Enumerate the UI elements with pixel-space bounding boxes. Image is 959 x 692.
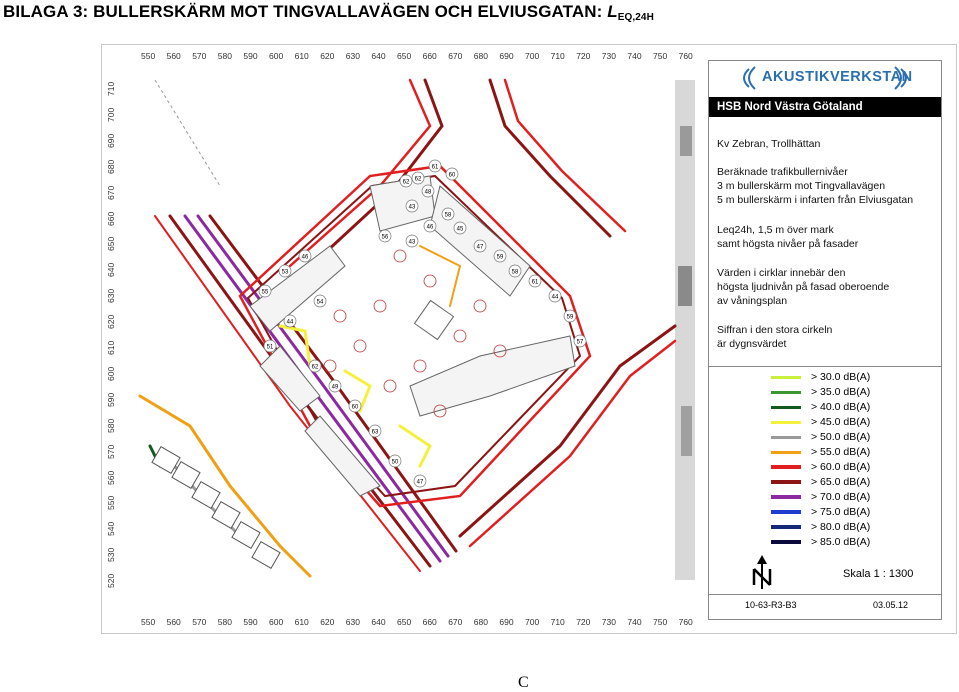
y-tick-label: 600 bbox=[106, 366, 116, 381]
legend-panel bbox=[708, 60, 942, 620]
x-tick-label: 560 bbox=[166, 51, 181, 61]
legend-label: > 45.0 dB(A) bbox=[811, 416, 871, 428]
x-tick-label: 660 bbox=[422, 617, 437, 627]
y-tick-label: 580 bbox=[106, 418, 116, 433]
x-tick-label: 710 bbox=[550, 51, 565, 61]
facade-value-label: 45 bbox=[456, 226, 464, 233]
y-tick-label: 550 bbox=[106, 496, 116, 511]
legend-swatch bbox=[771, 525, 801, 529]
facade-value-label: 48 bbox=[424, 189, 432, 196]
x-tick-label: 720 bbox=[576, 617, 591, 627]
legend-label: > 75.0 dB(A) bbox=[811, 506, 871, 518]
legend-label: > 50.0 dB(A) bbox=[811, 431, 871, 443]
y-tick-label: 660 bbox=[106, 211, 116, 226]
footer-divider bbox=[709, 594, 941, 595]
x-tick-label: 730 bbox=[601, 617, 616, 627]
legend-row bbox=[771, 385, 941, 400]
facade-value-label: 59 bbox=[496, 254, 504, 261]
x-tick-label: 630 bbox=[345, 51, 360, 61]
legend-row bbox=[771, 400, 941, 415]
client-name: HSB Nord Västra Götaland bbox=[709, 97, 941, 117]
x-tick-label: 640 bbox=[371, 51, 386, 61]
description-line-2: 3 m bullerskärm mot Tingvallavägen bbox=[717, 180, 886, 192]
facade-value-label: 56 bbox=[381, 234, 389, 241]
noise-map bbox=[130, 66, 695, 596]
y-tick-label: 520 bbox=[106, 573, 116, 589]
legend-swatch bbox=[771, 391, 801, 394]
facade-value-label: 46 bbox=[426, 224, 434, 231]
x-tick-label: 550 bbox=[141, 617, 156, 627]
legend-label: > 80.0 dB(A) bbox=[811, 521, 871, 533]
legend-row bbox=[771, 475, 941, 490]
legend-row bbox=[771, 445, 941, 460]
facade-value-label: 51 bbox=[266, 344, 274, 351]
x-tick-label: 740 bbox=[627, 617, 642, 627]
y-tick-label: 620 bbox=[106, 314, 116, 330]
facade-value-label: 61 bbox=[531, 279, 539, 286]
facade-value-label: 62 bbox=[402, 179, 410, 186]
legend-swatch bbox=[771, 451, 801, 454]
x-tick-label: 570 bbox=[192, 51, 207, 61]
x-tick-label: 690 bbox=[499, 617, 514, 627]
x-tick-label: 590 bbox=[243, 617, 258, 627]
x-tick-label: 760 bbox=[678, 51, 693, 61]
y-tick-label: 530 bbox=[106, 548, 116, 563]
legend-swatch bbox=[771, 406, 801, 409]
description-line-3: 5 m bullerskärm i infarten från Elviusgatan bbox=[717, 194, 914, 206]
facade-value-label: 54 bbox=[316, 299, 324, 306]
facade-value-label: 44 bbox=[551, 294, 559, 301]
legend-swatch bbox=[771, 510, 801, 514]
x-tick-label: 630 bbox=[345, 617, 360, 627]
facade-value-label: 47 bbox=[416, 479, 424, 486]
x-tick-label: 720 bbox=[576, 51, 591, 61]
facade-value-label: 46 bbox=[301, 254, 309, 261]
page-title: BILAGA 3: BULLERSKÄRM MOT TINGVALLAVÄGEN OCH ELVIUSGATAN: $L_{EQ,24H}$ bbox=[3, 2, 654, 23]
x-tick-label: 580 bbox=[217, 51, 232, 61]
x-tick-label: 710 bbox=[550, 617, 565, 627]
facade-value-label: 43 bbox=[408, 239, 416, 246]
y-tick-label: 560 bbox=[106, 470, 116, 485]
facade-value-label: 57 bbox=[576, 339, 584, 346]
legend-swatch bbox=[771, 465, 801, 469]
y-tick-label: 670 bbox=[106, 185, 116, 200]
y-tick-label: 590 bbox=[106, 392, 116, 407]
legend-label: > 40.0 dB(A) bbox=[811, 401, 871, 413]
project-name: Kv Zebran, Trollhättan bbox=[717, 138, 821, 150]
legend-label: > 35.0 dB(A) bbox=[811, 386, 871, 398]
legend-row bbox=[771, 460, 941, 475]
facade-value-label: 59 bbox=[566, 314, 574, 321]
circle-note-1: Värden i cirklar innebär den bbox=[717, 267, 846, 279]
x-tick-label: 750 bbox=[653, 617, 668, 627]
legend-row bbox=[771, 520, 941, 535]
legend-row bbox=[771, 490, 941, 505]
legend-row bbox=[771, 505, 941, 520]
x-tick-label: 610 bbox=[294, 617, 309, 627]
measure-line-1: Leq24h, 1,5 m över mark bbox=[717, 224, 834, 236]
y-tick-label: 710 bbox=[106, 81, 116, 96]
legend-label: > 60.0 dB(A) bbox=[811, 461, 871, 473]
big-circle-note-2: är dygnsvärdet bbox=[717, 338, 787, 350]
x-tick-label: 670 bbox=[448, 617, 463, 627]
facade-value-label: 63 bbox=[371, 429, 379, 436]
y-tick-label: 640 bbox=[106, 263, 116, 278]
x-tick-label: 660 bbox=[422, 51, 437, 61]
x-tick-label: 740 bbox=[627, 51, 642, 61]
x-tick-label: 640 bbox=[371, 617, 386, 627]
legend-swatch bbox=[771, 480, 801, 484]
x-tick-label: 700 bbox=[525, 617, 540, 627]
legend-swatch bbox=[771, 540, 801, 544]
facade-value-label: 58 bbox=[511, 269, 519, 276]
scale-label: Skala 1 : 1300 bbox=[843, 568, 914, 580]
x-tick-label: 620 bbox=[320, 617, 335, 627]
x-tick-label: 560 bbox=[166, 617, 181, 627]
logo-text: AKUSTIKVERKSTAN bbox=[762, 69, 913, 85]
y-tick-label: 570 bbox=[106, 444, 116, 459]
facade-value-label: 58 bbox=[444, 212, 452, 219]
big-circle-note-1: Siffran i den stora cirkeln bbox=[717, 324, 833, 336]
x-tick-label: 700 bbox=[525, 51, 540, 61]
facade-value-label: 44 bbox=[286, 319, 294, 326]
circle-note-3: av våningsplan bbox=[717, 295, 788, 307]
x-tick-label: 730 bbox=[601, 51, 616, 61]
legend-label: > 30.0 dB(A) bbox=[811, 371, 871, 383]
facade-value-label: 43 bbox=[408, 204, 416, 211]
legend-swatch bbox=[771, 436, 801, 439]
facade-value-label: 60 bbox=[351, 404, 359, 411]
y-tick-label: 690 bbox=[106, 133, 116, 148]
facade-value-label: 60 bbox=[448, 172, 456, 179]
legend-row bbox=[771, 535, 941, 550]
legend-swatch bbox=[771, 376, 801, 379]
x-tick-label: 670 bbox=[448, 51, 463, 61]
facade-value-label: 49 bbox=[331, 384, 339, 391]
facade-value-label: 47 bbox=[476, 244, 484, 251]
x-tick-label: 580 bbox=[217, 617, 232, 627]
y-tick-label: 540 bbox=[106, 522, 116, 537]
x-tick-label: 570 bbox=[192, 617, 207, 627]
x-tick-label: 750 bbox=[653, 51, 668, 61]
x-tick-label: 550 bbox=[141, 51, 156, 61]
legend-row bbox=[771, 370, 941, 385]
circle-note-2: högsta ljudnivån på fasad oberoende bbox=[717, 281, 890, 293]
legend-label: > 55.0 dB(A) bbox=[811, 446, 871, 458]
x-tick-label: 650 bbox=[397, 617, 412, 627]
facade-value-label: 55 bbox=[261, 289, 269, 296]
divider bbox=[709, 366, 941, 367]
y-tick-label: 610 bbox=[106, 340, 116, 355]
facade-value-label: 61 bbox=[431, 164, 439, 171]
y-tick-label: 630 bbox=[106, 289, 116, 304]
measure-line-2: samt högsta nivåer på fasader bbox=[717, 238, 859, 250]
facade-value-label: 62 bbox=[414, 176, 422, 183]
legend-label: > 70.0 dB(A) bbox=[811, 491, 871, 503]
x-tick-label: 760 bbox=[678, 617, 693, 627]
legend-swatch bbox=[771, 495, 801, 499]
x-tick-label: 650 bbox=[397, 51, 412, 61]
y-tick-label: 650 bbox=[106, 237, 116, 252]
facade-value-label: 62 bbox=[311, 364, 319, 371]
facade-value-label: 53 bbox=[281, 269, 289, 276]
legend-label: > 65.0 dB(A) bbox=[811, 476, 871, 488]
north-arrow-icon bbox=[751, 555, 773, 591]
y-tick-label: 680 bbox=[106, 159, 116, 174]
x-tick-label: 600 bbox=[269, 617, 284, 627]
noise-contours bbox=[140, 80, 675, 576]
legend-row bbox=[771, 415, 941, 430]
y-tick-label: 700 bbox=[106, 107, 116, 122]
drawing-number: 10-63-R3-B3 bbox=[745, 600, 797, 610]
logo bbox=[709, 61, 941, 95]
x-tick-label: 600 bbox=[269, 51, 284, 61]
x-tick-label: 610 bbox=[294, 51, 309, 61]
x-tick-label: 620 bbox=[320, 51, 335, 61]
facade-value-label: 50 bbox=[391, 459, 399, 466]
x-tick-label: 680 bbox=[473, 617, 488, 627]
legend-swatch bbox=[771, 421, 801, 424]
page-letter: C bbox=[518, 674, 529, 691]
x-tick-label: 680 bbox=[473, 51, 488, 61]
x-tick-label: 690 bbox=[499, 51, 514, 61]
description-line-1: Beräknade trafikbullernivåer bbox=[717, 166, 848, 178]
legend-label: > 85.0 dB(A) bbox=[811, 536, 871, 548]
legend-row bbox=[771, 430, 941, 445]
x-tick-label: 590 bbox=[243, 51, 258, 61]
drawing-date: 03.05.12 bbox=[873, 600, 909, 610]
